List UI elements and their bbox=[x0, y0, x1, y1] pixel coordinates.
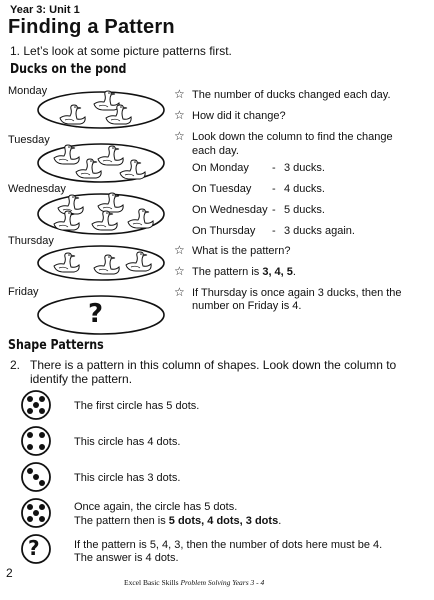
dot bbox=[33, 402, 39, 408]
day-label-friday: Friday bbox=[8, 286, 39, 298]
star-icon: ☆ bbox=[174, 108, 185, 122]
ducks-answer: The pattern is 3, 4, 5. bbox=[192, 266, 296, 278]
table-dash: - bbox=[272, 183, 276, 195]
dot bbox=[33, 510, 39, 516]
shapes-intro-number: 2. bbox=[10, 358, 21, 372]
shapes-heading: Shape Patterns bbox=[8, 338, 104, 353]
star-icon: ☆ bbox=[174, 129, 185, 143]
pond-tuesday bbox=[36, 142, 166, 184]
table-value: 3 ducks again. bbox=[284, 225, 355, 237]
day-label-thursday: Thursday bbox=[8, 235, 54, 247]
dot bbox=[39, 444, 45, 450]
intro-text: 1. Let’s look at some picture patterns first. bbox=[10, 44, 232, 58]
shape-caption-1: The first circle has 5 dots. bbox=[74, 400, 200, 412]
duck-icon bbox=[54, 145, 79, 164]
star-icon: ☆ bbox=[174, 243, 185, 257]
friday-question-mark: ? bbox=[88, 299, 104, 329]
page-number: 2 bbox=[6, 566, 13, 580]
dot-circle-3 bbox=[20, 461, 52, 493]
duck-icon bbox=[120, 160, 145, 179]
dot-circle-4 bbox=[20, 425, 52, 457]
table-value: 5 ducks. bbox=[284, 204, 325, 216]
shapes-intro-line1: There is a pattern in this column of shapes. Look down the column to bbox=[30, 358, 397, 372]
dot bbox=[39, 432, 45, 438]
pond-thursday bbox=[36, 244, 166, 282]
footer-book-title: Excel Basic Skills Problem Solving Years 3 - 4 bbox=[124, 578, 265, 587]
ducks-question: What is the pattern? bbox=[192, 245, 291, 257]
question-circle-mark: ? bbox=[28, 536, 40, 560]
star-icon: ☆ bbox=[174, 87, 185, 101]
shape-caption-4: Once again, the circle has 5 dots. bbox=[74, 501, 238, 513]
table-value: 4 ducks. bbox=[284, 183, 325, 195]
duck-icon bbox=[128, 209, 153, 228]
pond-wednesday bbox=[36, 192, 166, 236]
dot bbox=[27, 408, 33, 414]
dot bbox=[39, 504, 45, 510]
duck-icon bbox=[76, 159, 101, 178]
ducks-note-3: Look down the column to find the change each day. bbox=[192, 131, 393, 157]
dot bbox=[27, 504, 33, 510]
dot bbox=[33, 474, 39, 480]
shape-caption-2: This circle has 4 dots. bbox=[74, 436, 181, 448]
table-day: On Thursday bbox=[192, 225, 256, 237]
ducks-conclusion-line2: number on Friday is 4. bbox=[192, 300, 302, 312]
duck-icon bbox=[126, 252, 151, 271]
table-value: 3 ducks. bbox=[284, 162, 325, 174]
ducks-heading: Ducks on the pond bbox=[10, 62, 127, 77]
dot bbox=[27, 396, 33, 402]
dot bbox=[39, 396, 45, 402]
dot bbox=[27, 516, 33, 522]
star-icon: ☆ bbox=[174, 285, 185, 299]
table-day: On Wednesday bbox=[192, 204, 268, 216]
table-dash: - bbox=[272, 225, 276, 237]
duck-icon bbox=[98, 193, 123, 212]
dot bbox=[39, 408, 45, 414]
dot-circle-5 bbox=[20, 389, 52, 421]
duck-icon bbox=[54, 253, 79, 272]
shapes-intro-line2: identify the pattern. bbox=[30, 372, 133, 386]
ducks-note-1: The number of ducks changed each day. bbox=[192, 89, 391, 101]
dot bbox=[27, 444, 33, 450]
table-day: On Monday bbox=[192, 162, 249, 174]
dot bbox=[27, 432, 33, 438]
duck-icon bbox=[92, 211, 117, 230]
duck-icon bbox=[60, 105, 85, 124]
shape-pattern-summary: The pattern then is 5 dots, 4 dots, 3 dots. bbox=[74, 515, 282, 527]
unit-label: Year 3: Unit 1 bbox=[10, 4, 80, 16]
pond-monday bbox=[36, 90, 166, 130]
duck-icon bbox=[98, 146, 123, 165]
shape-final-line1: If the pattern is 5, 4, 3, then the number of dots here must be 4. bbox=[74, 539, 383, 551]
star-icon: ☆ bbox=[174, 264, 185, 278]
shape-final-line2: The answer is 4 dots. bbox=[74, 552, 179, 564]
page-title: Finding a Pattern bbox=[8, 16, 175, 38]
table-day: On Tuesday bbox=[192, 183, 252, 195]
day-label-tuesday: Tuesday bbox=[8, 134, 50, 146]
ducks-note-2: How did it change? bbox=[192, 110, 286, 122]
table-dash: - bbox=[272, 204, 276, 216]
ducks-conclusion-line1: If Thursday is once again 3 ducks, then the bbox=[192, 287, 402, 299]
dot bbox=[39, 480, 45, 486]
day-label-monday: Monday bbox=[8, 85, 48, 97]
duck-icon bbox=[94, 255, 119, 274]
dot-circle-5 bbox=[20, 497, 52, 529]
day-label-wednesday: Wednesday bbox=[8, 183, 66, 195]
dot bbox=[27, 468, 33, 474]
dot bbox=[39, 516, 45, 522]
shape-caption-3: This circle has 3 dots. bbox=[74, 472, 181, 484]
duck-icon bbox=[94, 91, 119, 110]
table-dash: - bbox=[272, 162, 276, 174]
